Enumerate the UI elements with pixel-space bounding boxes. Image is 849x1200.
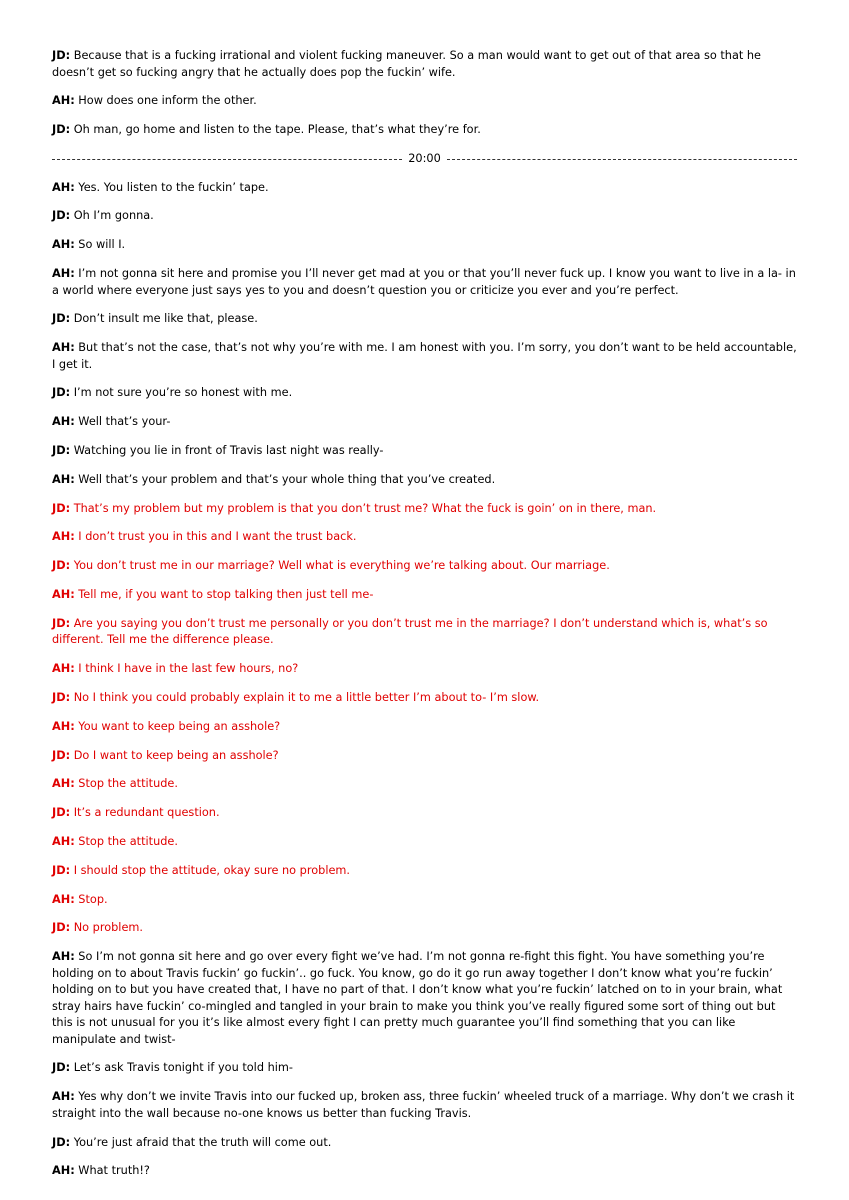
speaker-label: AH: (52, 777, 75, 791)
transcript-line (52, 266, 797, 299)
speaker-label: JD: (52, 123, 71, 137)
line-text: Are you saying you don’t trust me personally or you don’t trust me in the marriage? I don’t understand which is, what’s so different. Tell me the difference please. (52, 616, 768, 647)
speaker-label: JD: (52, 806, 71, 820)
transcript-page (52, 48, 797, 1192)
line-text: How does one inform the other. (74, 94, 257, 108)
speaker-label: AH: (52, 267, 75, 281)
speaker-label: AH: (52, 834, 75, 848)
transcript-line-highlighted (52, 776, 797, 793)
speaker-label: JD: (52, 312, 71, 326)
speaker-label: JD: (52, 690, 71, 704)
transcript-line (52, 1163, 797, 1180)
transcript-line (52, 122, 797, 139)
line-text: Do I want to keep being an asshole? (70, 748, 279, 762)
line-text: Tell me, if you want to stop talking then just tell me- (74, 588, 374, 602)
speaker-label: JD: (52, 386, 71, 400)
line-text: Watching you lie in front of Travis last night was really- (70, 444, 384, 458)
speaker-label: JD: (52, 1135, 71, 1149)
transcript-line-highlighted (52, 587, 797, 604)
line-text: Yes. You listen to the fuckin’ tape. (74, 180, 269, 194)
line-text: So will I. (74, 238, 126, 252)
transcript-line (52, 949, 797, 1048)
line-text: You’re just afraid that the truth will come out. (70, 1135, 332, 1149)
speaker-label: JD: (52, 1061, 71, 1075)
transcript-line-highlighted (52, 719, 797, 736)
line-text: Don’t insult me like that, please. (70, 312, 258, 326)
line-text: But that’s not the case, that’s not why you’re with me. I am honest with you. I’m sorry, you don’t want to be held accountable, I get it. (52, 341, 797, 371)
speaker-label: AH: (52, 415, 75, 429)
line-text: No problem. (70, 921, 143, 935)
line-text: Stop. (74, 892, 108, 906)
speaker-label: AH: (52, 472, 75, 486)
line-text: Oh I’m gonna. (70, 209, 154, 223)
speaker-label: JD: (52, 444, 71, 458)
speaker-label: AH: (52, 662, 75, 676)
line-text: I’m not sure you’re so honest with me. (70, 386, 293, 400)
divider-dashes-left (52, 159, 402, 160)
transcript-line (52, 208, 797, 225)
transcript-line-highlighted (52, 892, 797, 909)
line-text: I should stop the attitude, okay sure no problem. (70, 863, 351, 877)
timestamp-divider (52, 151, 797, 168)
transcript-line-highlighted (52, 748, 797, 765)
transcript-line-highlighted (52, 863, 797, 880)
divider-dashes-right (447, 159, 797, 160)
transcript-line-highlighted (52, 616, 797, 649)
speaker-label: JD: (52, 501, 71, 515)
speaker-label: JD: (52, 559, 71, 573)
speaker-label: AH: (52, 341, 75, 355)
speaker-label: JD: (52, 921, 71, 935)
transcript-line-highlighted (52, 501, 797, 518)
speaker-label: JD: (52, 49, 71, 62)
transcript-line (52, 48, 797, 81)
line-text: So I’m not gonna sit here and go over every fight we’ve had. I’m not gonna re-fight this fight. You have something you’re holding on to about Travis fuckin’ go fuckin’.. go fuck. You know, go do it go run away together I don’t know what you’re fuckin’ holding on to but you have created that, I have no part of that. I don’t know what you’re fuckin’ latched on to in your brain, what stray hairs have fuckin’ co-mingled and tangled in your brain to make you think you’ve really figured some sort of thing out but this is not unusual for you it’s like almost every fight I can pretty much guarantee you’ll find something that you can like manipulate and twist- (52, 950, 783, 1046)
line-text: I think I have in the last few hours, no? (74, 662, 299, 676)
line-text: Yes why don’t we invite Travis into our fucked up, broken ass, three fuckin’ wheeled truck of a marriage. Why don’t we crash it straight into the wall because no-one knows us better than fucking Travis. (52, 1090, 795, 1120)
line-text: No I think you could probably explain it to me a little better I’m about to- I’m slow. (70, 690, 540, 704)
speaker-label: AH: (52, 892, 75, 906)
line-text: I’m not gonna sit here and promise you I’ll never get mad at you or that you’ll never fuck up. I know you want to live in a la- in a world where everyone just says yes to you and doesn’t question you or criticize you ever and you’re perfect. (52, 267, 796, 297)
transcript-line (52, 93, 797, 110)
line-text: Oh man, go home and listen to the tape. Please, that’s what they’re for. (70, 123, 481, 137)
line-text: It’s a redundant question. (70, 806, 220, 820)
speaker-label: AH: (52, 1090, 75, 1104)
speaker-label: AH: (52, 238, 75, 252)
line-text: What truth!? (74, 1164, 150, 1178)
speaker-label: JD: (52, 209, 71, 223)
transcript-line-highlighted (52, 661, 797, 678)
transcript-line-highlighted (52, 920, 797, 937)
line-text: I don’t trust you in this and I want the trust back. (74, 530, 357, 544)
line-text: Well that’s your- (74, 415, 171, 429)
transcript-line-highlighted (52, 805, 797, 822)
speaker-label: AH: (52, 588, 75, 602)
transcript-line (52, 180, 797, 197)
speaker-label: AH: (52, 180, 75, 194)
speaker-label: JD: (52, 616, 71, 630)
speaker-label: AH: (52, 1164, 75, 1178)
line-text: You want to keep being an asshole? (74, 719, 281, 733)
transcript-line (52, 311, 797, 328)
transcript-line (52, 1060, 797, 1077)
transcript-line (52, 237, 797, 254)
transcript-line (52, 340, 797, 373)
transcript-line (52, 472, 797, 489)
speaker-label: AH: (52, 94, 75, 108)
transcript-line-highlighted (52, 690, 797, 707)
line-text: Stop the attitude. (74, 777, 178, 791)
transcript-line (52, 385, 797, 402)
line-text: Let’s ask Travis tonight if you told him- (70, 1061, 293, 1075)
transcript-line (52, 1135, 797, 1152)
line-text: That’s my problem but my problem is that you don’t trust me? What the fuck is goin’ on in there, man. (70, 501, 657, 515)
speaker-label: AH: (52, 530, 75, 544)
transcript-line-highlighted (52, 834, 797, 851)
transcript-line (52, 443, 797, 460)
speaker-label: JD: (52, 863, 71, 877)
line-text: Because that is a fucking irrational and violent fucking maneuver. So a man would want to get out of that area so that he doesn’t get so fucking angry that he actually does pop the fuckin’ wife. (52, 49, 762, 79)
line-text: Well that’s your problem and that’s your whole thing that you’ve created. (74, 472, 496, 486)
line-text: Stop the attitude. (74, 834, 178, 848)
speaker-label: AH: (52, 719, 75, 733)
line-text: You don’t trust me in our marriage? Well what is everything we’re talking about. Our marriage. (70, 559, 610, 573)
transcript-line-highlighted (52, 558, 797, 575)
timestamp-label: 20:00 (408, 151, 441, 165)
speaker-label: AH: (52, 950, 75, 964)
transcript-line (52, 1089, 797, 1122)
speaker-label: JD: (52, 748, 71, 762)
transcript-line (52, 414, 797, 431)
transcript-line-highlighted (52, 529, 797, 546)
